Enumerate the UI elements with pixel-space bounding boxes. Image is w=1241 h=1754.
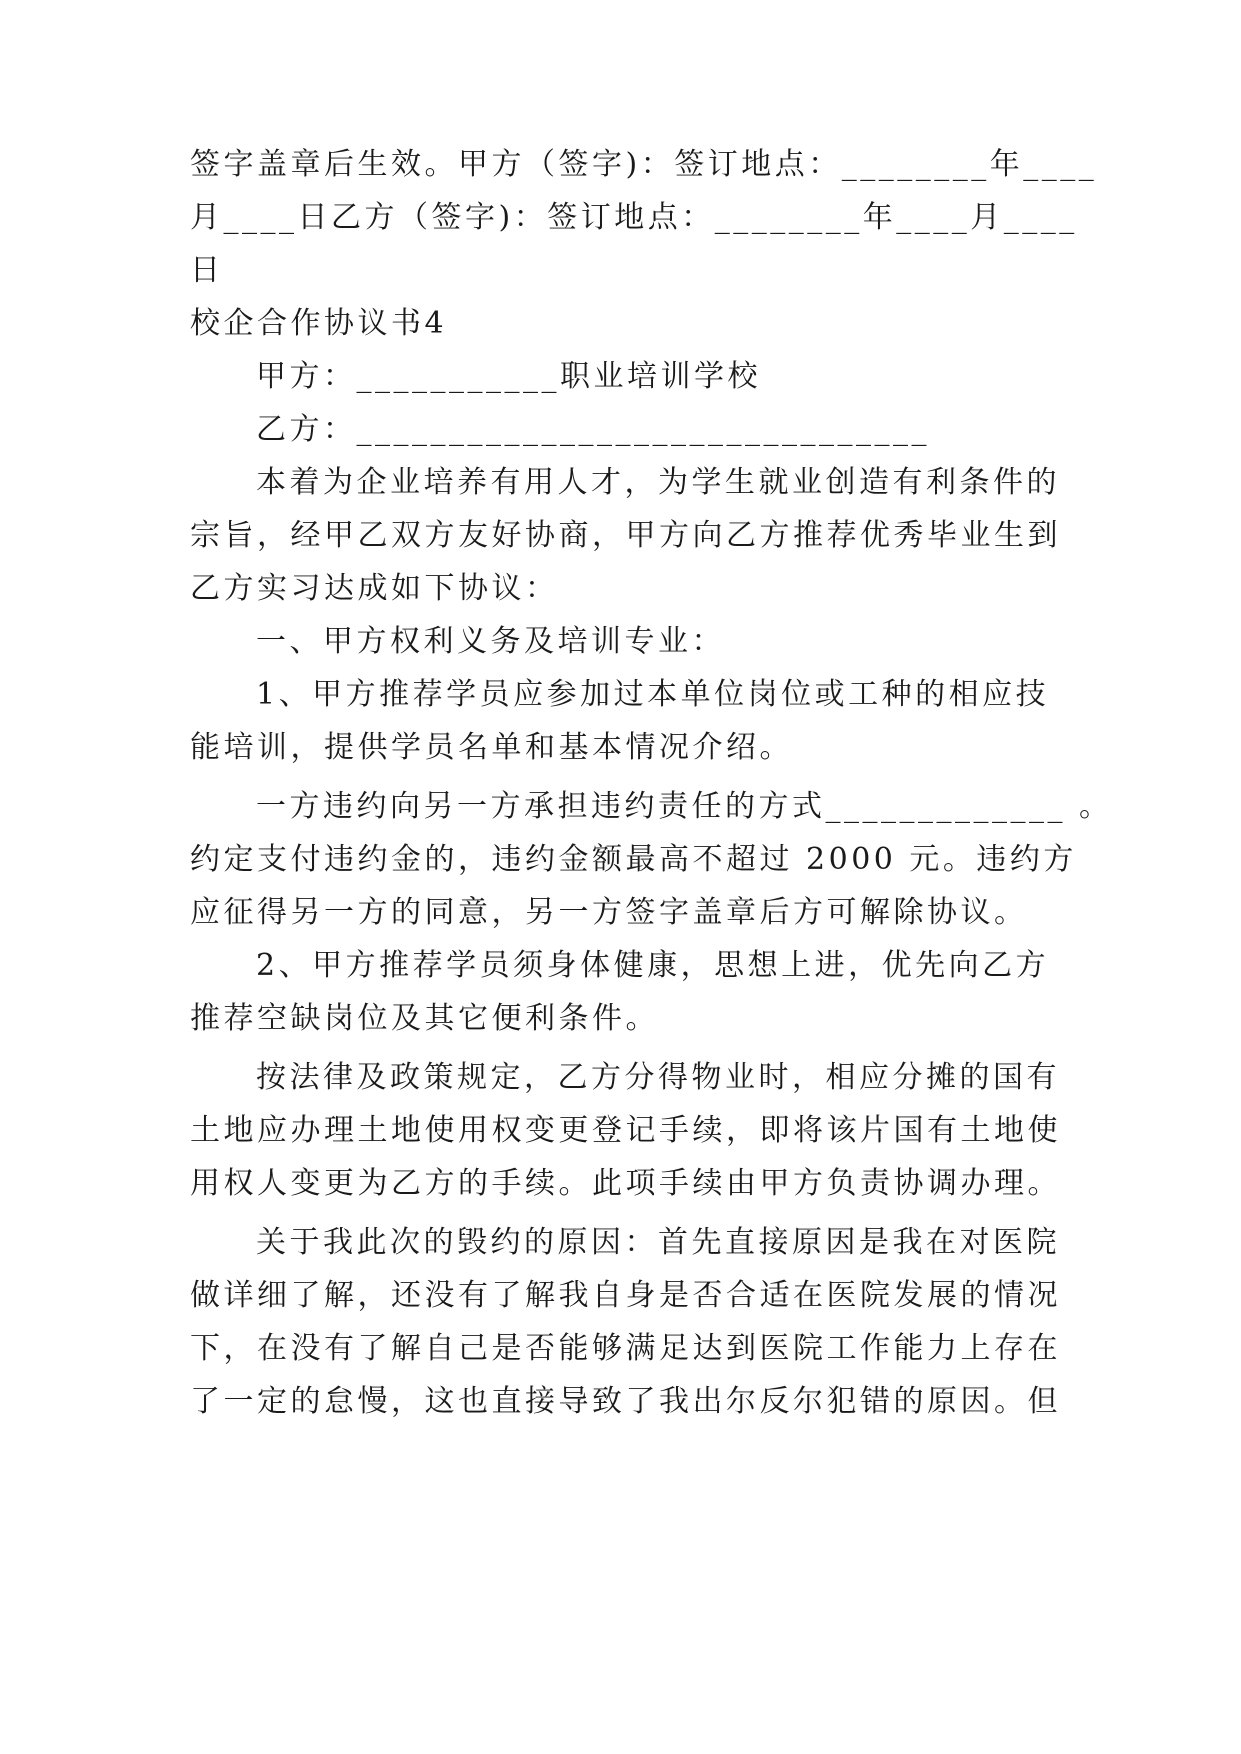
text-line: 按法律及政策规定，乙方分得物业时，相应分摊的国有	[256, 1060, 1060, 1095]
text-line: 乙方实习达成如下协议：	[190, 571, 559, 606]
text-line: 下，在没有了解自己是否能够满足达到医院工作能力上存在	[190, 1331, 1061, 1366]
text-line: 签字盖章后生效。甲方（签字)：签订地点：________年____	[190, 147, 1098, 182]
text-line: 土地应办理土地使用权变更登记手续，即将该片国有土地使	[190, 1113, 1061, 1148]
section-title: 校企合作协议书4	[190, 306, 448, 341]
party-a-line: 甲方：___________职业培训学校	[256, 359, 761, 394]
text-line: 2、甲方推荐学员须身体健康，思想上进，优先向乙方	[256, 948, 1050, 983]
text-line: 日	[190, 253, 224, 288]
text-line: 本着为企业培养有用人才，为学生就业创造有利条件的	[256, 465, 1060, 500]
text-line: 做详细了解，还没有了解我自身是否合适在医院发展的情况	[190, 1278, 1061, 1313]
text-line: 了一定的怠慢，这也直接导致了我出尔反尔犯错的原因。但	[190, 1384, 1061, 1419]
text-line: 月____日乙方（签字)：签订地点：________年____月____	[190, 200, 1078, 235]
text-line: 用权人变更为乙方的手续。此项手续由甲方负责协调办理。	[190, 1166, 1061, 1201]
text-line: 一方违约向另一方承担违约责任的方式_____________ 。	[256, 789, 1113, 824]
heading-line: 一、甲方权利义务及培训专业：	[256, 624, 725, 659]
text-line: 应征得另一方的同意，另一方签字盖章后方可解除协议。	[190, 895, 1028, 930]
party-b-line: 乙方：_______________________________	[256, 412, 930, 447]
text-line: 关于我此次的毁约的原因：首先直接原因是我在对医院	[256, 1225, 1060, 1260]
text-line: 1、甲方推荐学员应参加过本单位岗位或工种的相应技	[256, 677, 1050, 712]
text-line: 能培训，提供学员名单和基本情况介绍。	[190, 730, 793, 765]
text-line: 宗旨，经甲乙双方友好协商，甲方向乙方推荐优秀毕业生到	[190, 518, 1061, 553]
text-line: 推荐空缺岗位及其它便利条件。	[190, 1001, 659, 1036]
text-line: 约定支付违约金的，违约金额最高不超过 2000 元。违约方	[190, 842, 1077, 877]
